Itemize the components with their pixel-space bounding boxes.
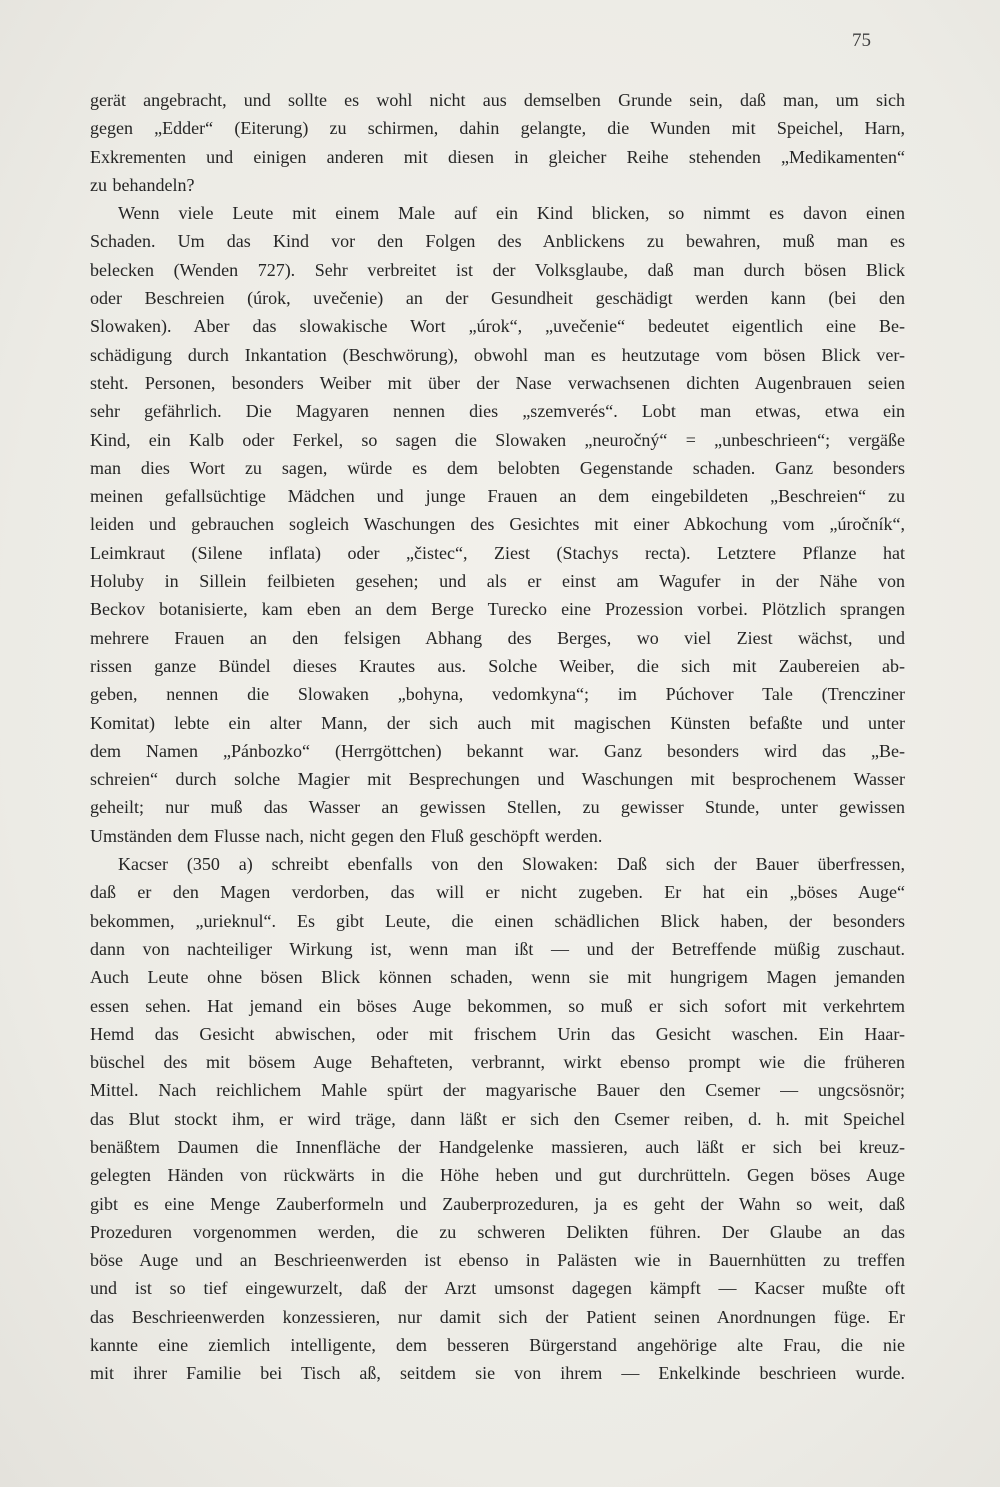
text-line: schreien“ durch solche Magier mit Besprechungen und Waschungen mit besprochenem Wasser (90, 769, 905, 790)
text-line: kannte eine ziemlich intelligente, dem besseren Bürgerstand angehörige alte Frau, die nie (90, 1335, 905, 1356)
text-block (90, 86, 905, 1388)
text-line: dem Namen „Pánbozko“ (Herrgöttchen) bekannt war. Ganz besonders wird das „Be- (90, 740, 905, 761)
text-line: das Blut stockt ihm, er wird träge, dann läßt er sich den Csemer reiben, d. h. mit Speichel (90, 1108, 905, 1129)
text-line: meinen gefallsüchtige Mädchen und junge Frauen an dem eingebildeten „Beschreien“ zu (90, 486, 905, 507)
text-line: Komitat) lebte ein alter Mann, der sich auch mit magischen Künsten befaßte und unter (90, 712, 905, 733)
text-line: büschel des mit bösem Auge Behafteten, verbrannt, wirkt ebenso prompt wie die früheren (90, 1052, 905, 1073)
text-line: Kacser (350 a) schreibt ebenfalls von den Slowaken: Daß sich der Bauer überfressen, (118, 854, 905, 875)
text-line: Auch Leute ohne bösen Blick können schaden, wenn sie mit hungrigem Magen jemanden (90, 967, 905, 988)
text-line: leiden und gebrauchen sogleich Waschungen des Gesichtes mit einer Abkochung vom „úročník“, (90, 514, 905, 535)
text-line: Mittel. Nach reichlichem Mahle spürt der magyarische Bauer den Csemer — ungcsösnör; (90, 1080, 905, 1101)
text-line: Wenn viele Leute mit einem Male auf ein Kind blicken, so nimmt es davon einen (118, 203, 905, 224)
text-line: das Beschrieenwerden konzessieren, nur damit sich der Patient seinen Anordnungen füge. Er (90, 1306, 905, 1327)
text-line: Beckov botanisierte, kam eben an dem Berge Turecko eine Prozession vorbei. Plötzlich sprangen (90, 599, 905, 620)
text-line: zu behandeln? (90, 174, 195, 195)
text-line: Exkrementen und einigen anderen mit diesen in gleicher Reihe stehenden „Medikamenten“ (90, 146, 905, 167)
text-line: sehr gefährlich. Die Magyaren nennen dies „szemverés“. Lobt man etwas, etwa ein (90, 401, 905, 422)
text-line: schädigung durch Inkantation (Beschwörung), obwohl man es heutzutage vom bösen Blick ver- (90, 344, 905, 365)
text-line: Schaden. Um das Kind vor den Folgen des Anblickens zu bewahren, muß man es (90, 231, 905, 252)
text-line: mit ihrer Familie bei Tisch aß, seitdem sie von ihrem — Enkelkinde beschrieen wurde. (90, 1363, 905, 1384)
text-line: geheilt; nur muß das Wasser an gewissen Stellen, zu gewisser Stunde, unter gewissen (90, 797, 905, 818)
text-line: Hemd das Gesicht abwischen, oder mit frischem Urin das Gesicht waschen. Ein Haar- (90, 1023, 905, 1044)
text-line: Slowaken). Aber das slowakische Wort „úrok“, „uvečenie“ bedeutet eigentlich eine Be- (90, 316, 905, 337)
text-line: essen sehen. Hat jemand ein böses Auge bekommen, so muß er sich sofort mit verkehrtem (90, 995, 905, 1016)
text-line: dann von nachteiliger Wirkung ist, wenn man ißt — und der Betreffende müßig zuschaut. (90, 938, 905, 959)
text-line: benäßtem Daumen die Innenfläche der Handgelenke massieren, auch läßt er sich bei kreuz- (90, 1136, 905, 1157)
text-line: Prozeduren vorgenommen werden, die zu schweren Delikten führen. Der Glaube an das (90, 1221, 905, 1242)
text-line: gerät angebracht, und sollte es wohl nicht aus demselben Grunde sein, daß man, um sich (90, 90, 905, 110)
text-line: mehrere Frauen an den felsigen Abhang des Berges, wo viel Ziest wächst, und (90, 627, 905, 648)
paragraph (90, 850, 905, 1388)
text-line: gegen „Edder“ (Eiterung) zu schirmen, dahin gelangte, die Wunden mit Speichel, Harn, (90, 118, 905, 139)
text-line: Leimkraut (Silene inflata) oder „čistec“, Ziest (Stachys recta). Letztere Pflanze hat (90, 542, 905, 563)
text-line: Umständen dem Flusse nach, nicht gegen den Fluß geschöpft werden. (90, 825, 603, 846)
text-line: Holuby in Sillein feilbieten gesehen; und als er einst am Wagufer in der Nähe von (90, 571, 905, 592)
text-line: bekommen, „urieknul“. Es gibt Leute, die einen schädlichen Blick haben, der besonders (90, 910, 905, 931)
text-line: man dies Wort zu sagen, würde es dem belobten Gegenstande schaden. Ganz besonders (90, 457, 905, 478)
text-line: geben, nennen die Slowaken „bohyna, vedomkyna“; im Púchover Tale (Trencziner (90, 684, 905, 705)
paragraph (90, 86, 905, 199)
page-number: 75 (852, 30, 871, 51)
text-line: und ist so tief eingewurzelt, daß der Arzt umsonst dagegen kämpft — Kacser mußte oft (90, 1278, 905, 1299)
text-line: oder Beschreien (úrok, uvečenie) an der Gesundheit geschädigt werden kann (bei den (90, 288, 905, 309)
text-line: steht. Personen, besonders Weiber mit über der Nase verwachsenen dichten Augenbrauen seien (90, 372, 905, 393)
text-line: Kind, ein Kalb oder Ferkel, so sagen die Slowaken „neuročný“ = „unbeschrieen“; vergäße (90, 429, 905, 450)
text-line: gibt es eine Menge Zauberformeln und Zauberprozeduren, ja es geht der Wahn so weit, daß (90, 1193, 905, 1214)
text-line: böse Auge und an Beschrieenwerden ist ebenso in Palästen wie in Bauernhütten zu treffen (90, 1250, 905, 1271)
text-line: rissen ganze Bündel dieses Krautes aus. Solche Weiber, die sich mit Zaubereien ab- (90, 655, 905, 676)
text-line: daß er den Magen verdorben, das will er nicht zugeben. Er hat ein „böses Auge“ (90, 882, 905, 903)
text-line: gelegten Händen von rückwärts in die Höhe heben und gut durchrütteln. Gegen böses Auge (90, 1165, 905, 1186)
text-line: belecken (Wenden 727). Sehr verbreitet ist der Volksglaube, daß man durch bösen Blick (90, 259, 905, 280)
paragraph (90, 199, 905, 850)
